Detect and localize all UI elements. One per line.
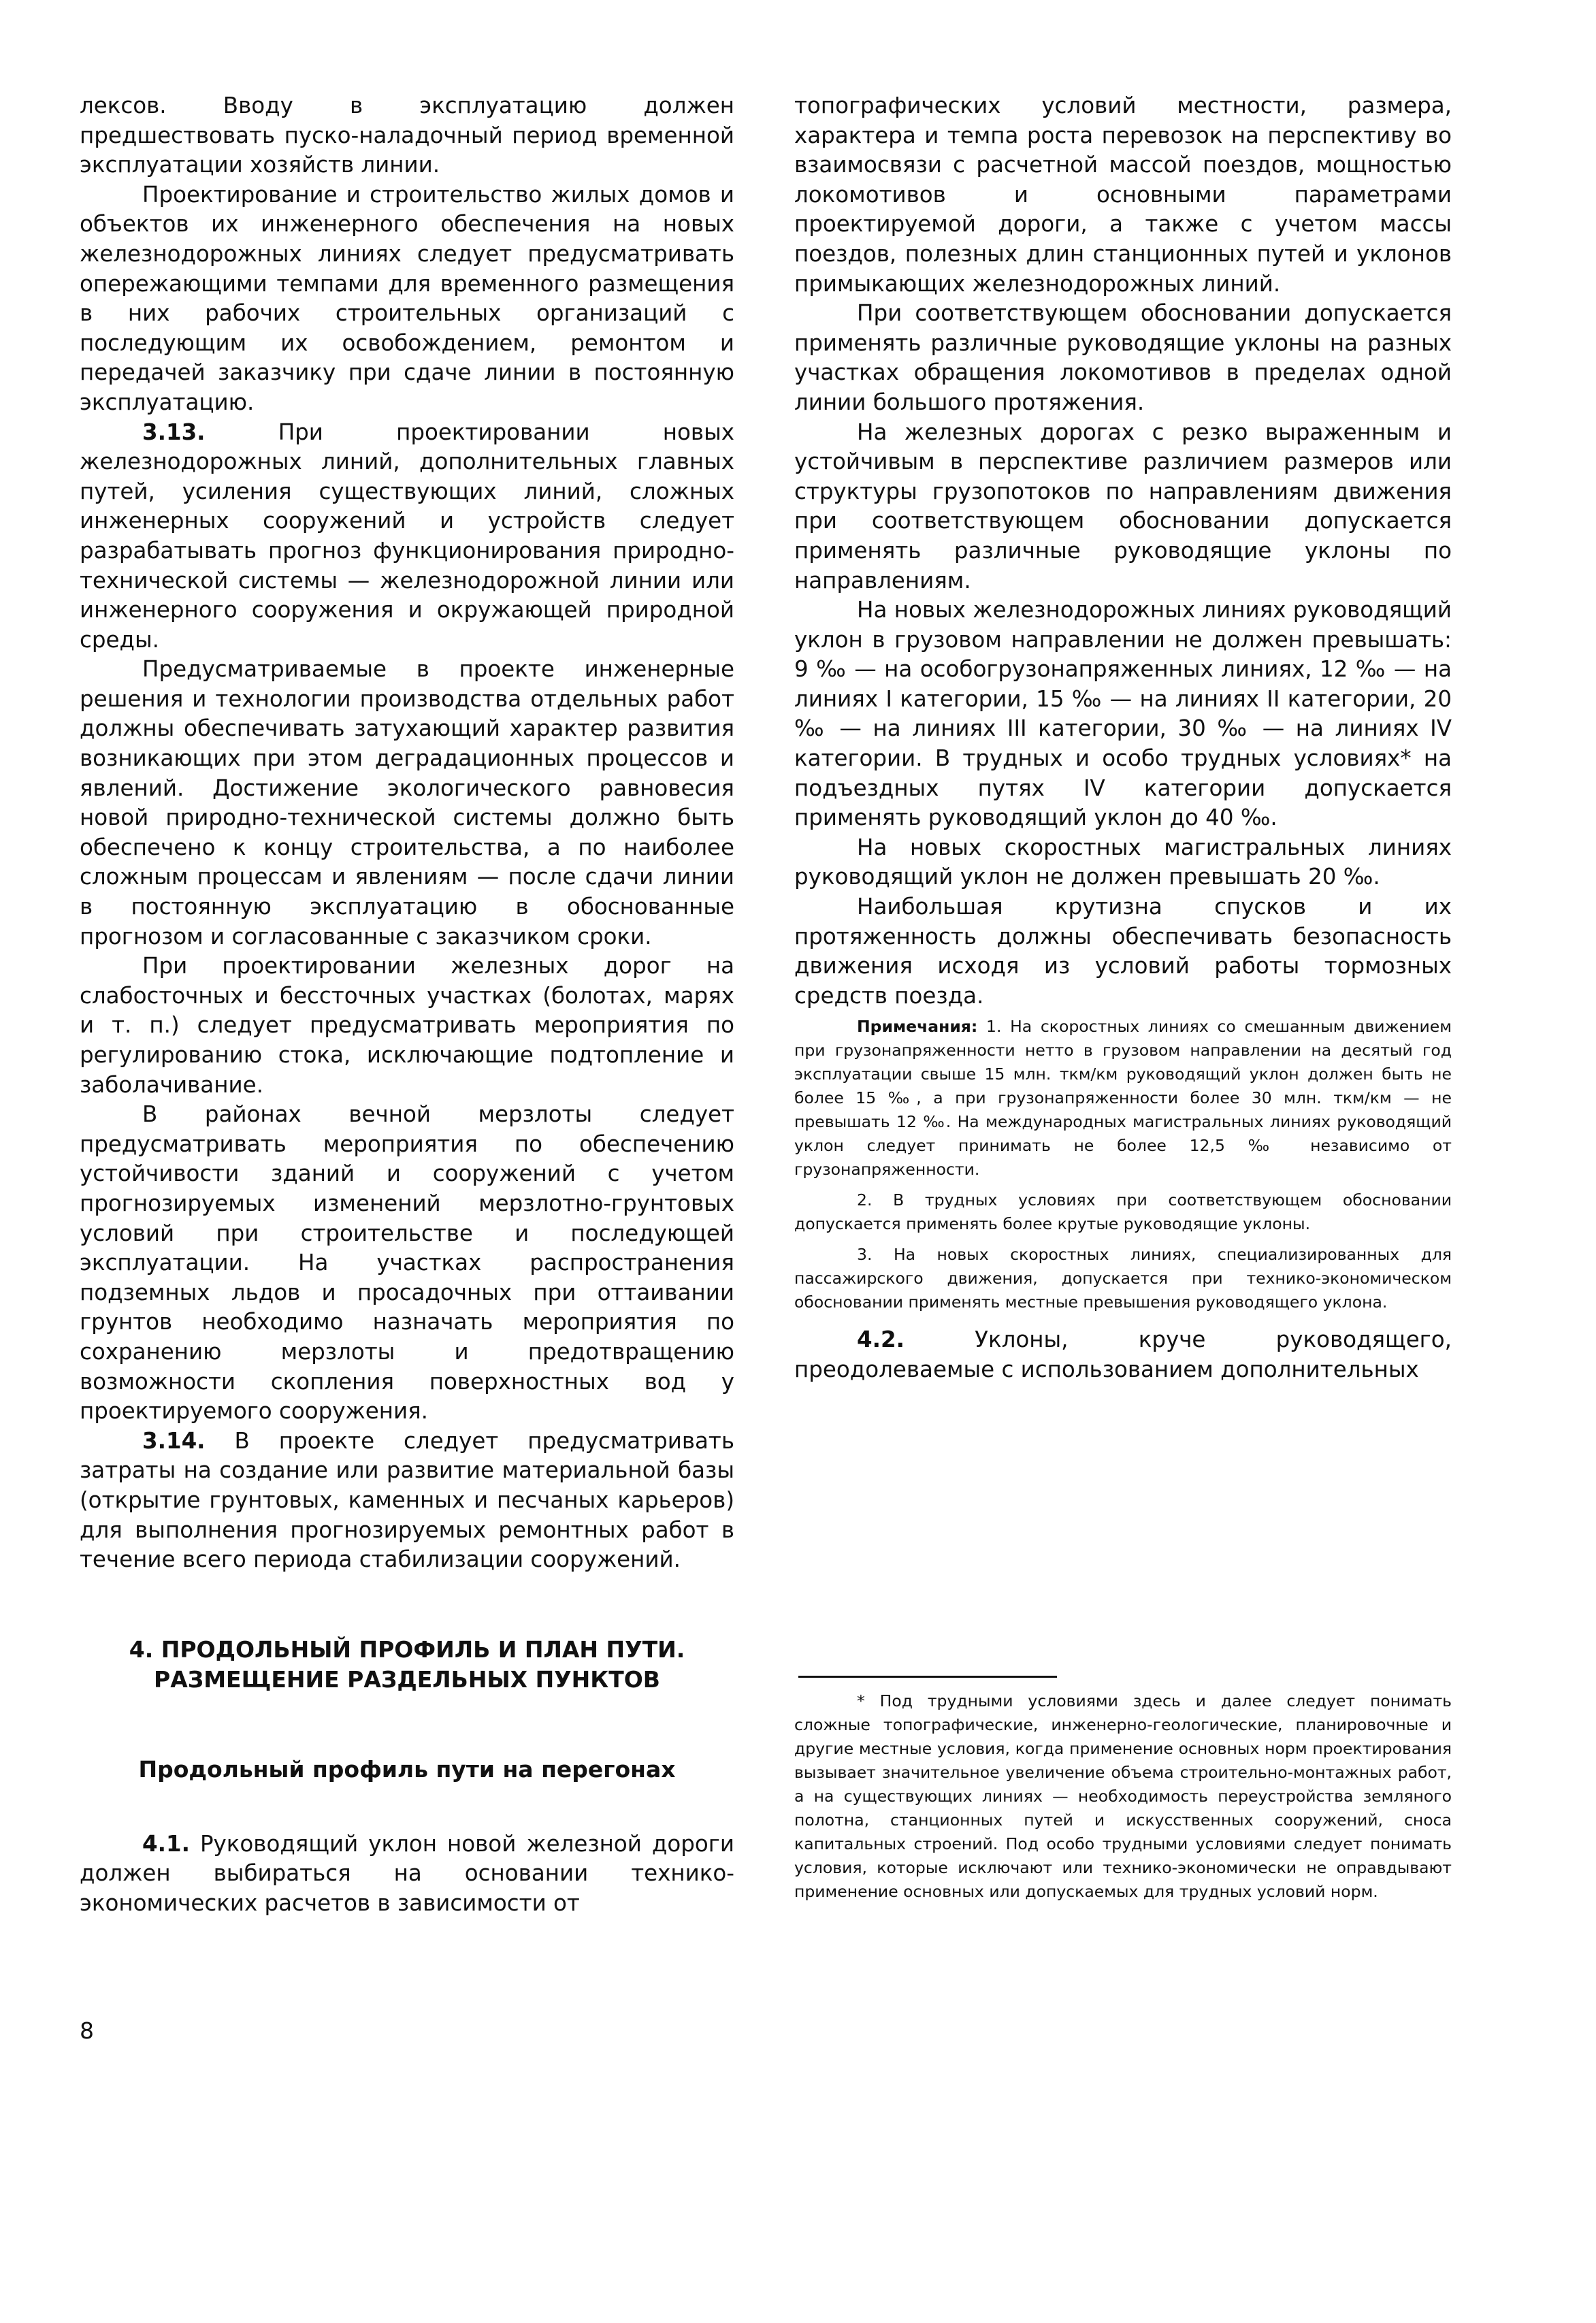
notes-label: Примечания: (857, 1017, 978, 1037)
paragraph: Проектирование и строительство жилых домов и объектов их инженерного обеспечения на новых железнодорожных линиях следует предусматривать опережающими темпами для временного размещения в них рабочих строительных организаций с последующим их освобождением, ремонтом и передачей заказчику при сдаче линии в постоянную эксплуатацию. (80, 181, 734, 415)
paragraph-text: Руководящий уклон новой железной дороги должен выбираться на основании технико-экономических расчетов в зависимости от (80, 1830, 734, 1916)
paragraph: При проектировании железных дорог на слабосточных и бессточных участках (болотах, марях и т. п.) следует предусматривать мероприятия по регулированию стока, исключающие подтопление и заболачивание. (80, 953, 734, 1098)
note-text: 1. На скоростных линиях со смешанным движением при грузонапряженности нетто в грузовом направлении на десятый год эксплуатации свыше 15 млн. ткм/км руководящий уклон должен быть не более 15 ‰, а при грузонапряженности более 30 млн. ткм/км — не превышать 12 ‰. На международных магистральных линиях руководящий уклон следует принимать не более 12,5 ‰ независимо от грузонапряженности. (794, 1017, 1452, 1180)
paragraph: Наибольшая крутизна спусков и их протяженность должны обеспечивать безопасность движения исходя из условий работы тормозных средств поезда. (794, 894, 1452, 1009)
clause-number: 3.14. (142, 1427, 206, 1454)
clause-number: 4.2. (857, 1327, 905, 1353)
paragraph-4-1 (80, 1830, 734, 1919)
section-title-line: РАЗМЕЩЕНИЕ РАЗДЕЛЬНЫХ ПУНКТОВ (154, 1666, 660, 1693)
paragraph: В районах вечной мерзлоты следует предусматривать мероприятия по обеспечению устойчивости зданий и сооружений с учетом прогнозируемых изменений мерзлотно-грунтовых условий при строительстве и последующей эксплуатации. На участках распространения подземных льдов и просадочных при оттаивании грунтов необходимо назначать мероприятия по сохранению мерзлоты и предотвращению возможности скопления поверхностных вод у проектируемого сооружения. (80, 1101, 734, 1425)
paragraph-4-2 (794, 1325, 1452, 1384)
paragraph-3-14 (80, 1427, 734, 1575)
paragraph-text: При проектировании новых железнодорожных линий, дополнительных главных путей, усиления существующих линий, сложных инженерных сооружений и устройств следует разрабатывать прогноз функционирования природно-технической системы — железнодорожной линии или инженерного сооружения и окружающей природной среды. (80, 419, 734, 653)
paragraph: На железных дорогах с резко выраженным и устойчивым в перспективе различием размеров или структуры грузопотоков по направлениям движения при соответствующем обосновании допускается применять различные руководящие уклоны по направлениям. (794, 419, 1452, 594)
paragraph-text: Уклоны, круче руководящего, преодолеваемые с использованием дополнительных (794, 1327, 1452, 1382)
paragraph: На новых железнодорожных линиях руководящий уклон в грузовом направлении не должен превышать: 9 ‰ — на особогрузонапряженных линиях, 12 ‰ — на линиях I категории, 15 ‰ — на линиях II категории, 20 ‰ — на линиях III категории, 30 ‰ — на линиях IV категории. В трудных и особо трудных условиях* на подъездных путях IV категории допускается применять руководящий уклон до 40 ‰. (794, 597, 1452, 831)
footnote: * Под трудными условиями здесь и далее следует понимать сложные топографические, инженерно-геологические, планировочные и другие местные условия, когда применение основных норм проектирования вызывает значительное увеличение объема строительно-монтажных работ, а на существующих линиях — необходимость переустройства земляного полотна, станционных путей и искусственных сооружений, сноса капитальных строений. Под особо трудными условиями следует понимать условия, которые исключают или технико-экономически не оправдывают применение основных или допускаемых для трудных условий норм. (794, 1691, 1452, 1901)
note-2: 2. В трудных условиях при соответствующем обосновании допускается применять более крутые руководящие уклоны. (794, 1190, 1452, 1234)
section-title-line: 4. ПРОДОЛЬНЫЙ ПРОФИЛЬ И ПЛАН ПУТИ. (129, 1636, 685, 1663)
paragraph: На новых скоростных магистральных линиях руководящий уклон не должен превышать 20 ‰. (794, 834, 1452, 890)
page-number: 8 (80, 2017, 94, 2044)
right-column (794, 91, 1452, 1385)
paragraph-3-13 (80, 418, 734, 655)
left-column (80, 91, 734, 1918)
clause-number: 3.13. (142, 419, 206, 445)
section-title (80, 1635, 734, 1695)
paragraph-text: В проекте следует предусматривать затраты на создание или развитие материальной базы (открытие грунтовых, каменных и песчаных карьеров) для выполнения прогнозируемых ремонтных работ в течение всего периода стабилизации сооружений. (80, 1427, 734, 1573)
paragraph: топографических условий местности, размера, характера и темпа роста перевозок на перспективу во взаимосвязи с расчетной массой поездов, мощностью локомотивов и основными параметрами проектируемой дороги, а также с учетом массы поездов, полезных длин станционных путей и уклонов примыкающих железнодорожных линий. (794, 93, 1452, 297)
note-3: 3. На новых скоростных линиях, специализированных для пассажирского движения, допускается при технико-экономическом обосновании применять местные превышения руководящего уклона. (794, 1245, 1452, 1312)
footnote-divider (798, 1676, 1057, 1678)
paragraph: При соответствующем обосновании допускается применять различные руководящие уклоны на разных участках обращения локомотивов в пределах одной линии большого протяжения. (794, 300, 1452, 415)
notes (794, 1015, 1452, 1314)
paragraph: Предусматриваемые в проекте инженерные решения и технологии производства отдельных работ должны обеспечивать затухающий характер развития возникающих при этом деградационных процессов и явлений. Достижение экологического равновесия новой природно-технической системы должно быть обеспечено к концу строительства, а по наиболее сложным процессам и явлениям — после сдачи линии в постоянную эксплуатацию в обоснованные прогнозом и согласованные с заказчиком сроки. (80, 656, 734, 949)
clause-number: 4.1. (142, 1830, 190, 1857)
note-1 (794, 1015, 1452, 1182)
section-subtitle: Продольный профиль пути на перегонах (138, 1755, 676, 1783)
paragraph: лексов. Вводу в эксплуатацию должен предшествовать пуско-наладочный период временной эксплуатации хозяйств линии. (80, 93, 734, 178)
